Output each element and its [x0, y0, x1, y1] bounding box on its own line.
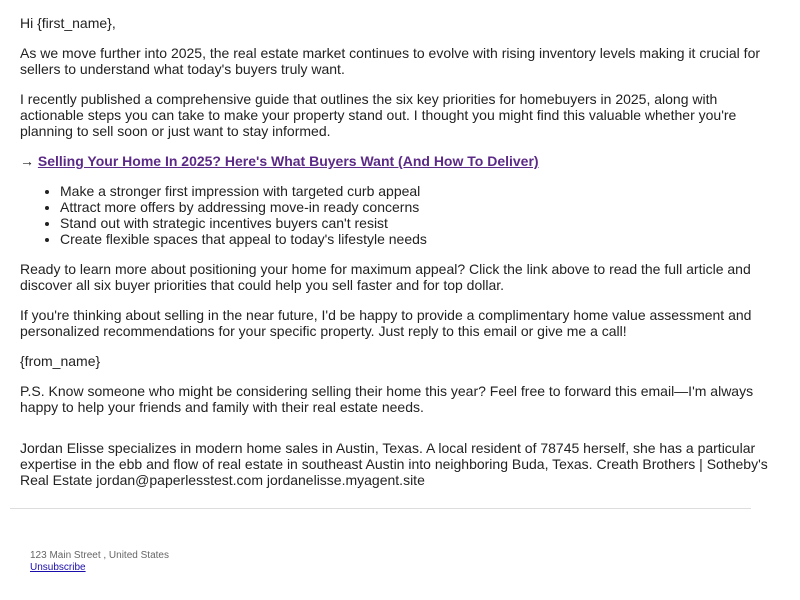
article-link-line — [20, 153, 782, 169]
unsubscribe-link[interactable]: Unsubscribe — [30, 562, 86, 573]
list-item: • Stand out with strategic incentives buyers can't resist — [60, 215, 782, 231]
offer-paragraph: If you're thinking about selling in the near future, I'd be happy to provide a complimentary home value assessment and personalized recommendations for your specific property. Just reply to this email or give me a call! — [20, 307, 752, 339]
list-item: • Create flexible spaces that appeal to today's lifestyle needs — [60, 231, 782, 247]
arrow-icon: → — [20, 153, 34, 169]
benefits-list — [20, 183, 782, 247]
greeting: Hi {first_name}, — [20, 15, 116, 31]
guide-paragraph: I recently published a comprehensive guide that outlines the six key priorities for homebuyers in 2025, along with actionable steps you can take to make your property stand out. I thought you might find this valuable whether you're planning to sell soon or just want to stay informed. — [20, 91, 737, 139]
list-item: • Make a stronger first impression with targeted curb appeal — [60, 183, 782, 199]
list-item: • Attract more offers by addressing move-in ready concerns — [60, 199, 782, 215]
ps-paragraph: P.S. Know someone who might be considering selling their home this year? Feel free to forward this email—I'm always happy to help your friends and family with their real estate needs. — [20, 383, 754, 415]
email-body — [20, 15, 782, 415]
intro-paragraph: As we move further into 2025, the real estate market continues to evolve with rising inventory levels making it crucial for sellers to understand what today's buyers truly want. — [20, 45, 761, 77]
email-footer — [30, 550, 169, 574]
footer-address: 123 Main Street , United States — [30, 550, 169, 561]
footer-divider — [10, 508, 751, 509]
agent-bio: Jordan Elisse specializes in modern home sales in Austin, Texas. A local resident of 78745 herself, she has a particular expertise in the ebb and flow of real estate in southeast Austin into neighboring Buda, Texas. Creath Brothers | Sotheby's Real Estate jordan@paperlesstest.com jordanelisse.myagent.site — [20, 440, 768, 488]
article-link[interactable]: Selling Your Home In 2025? Here's What Buyers Want (And How To Deliver) — [37, 153, 539, 169]
from-name: {from_name} — [20, 353, 101, 369]
cta-paragraph: Ready to learn more about positioning your home for maximum appeal? Click the link above to read the full article and discover all six buyer priorities that could help you sell faster and for top dollar. — [20, 261, 751, 293]
